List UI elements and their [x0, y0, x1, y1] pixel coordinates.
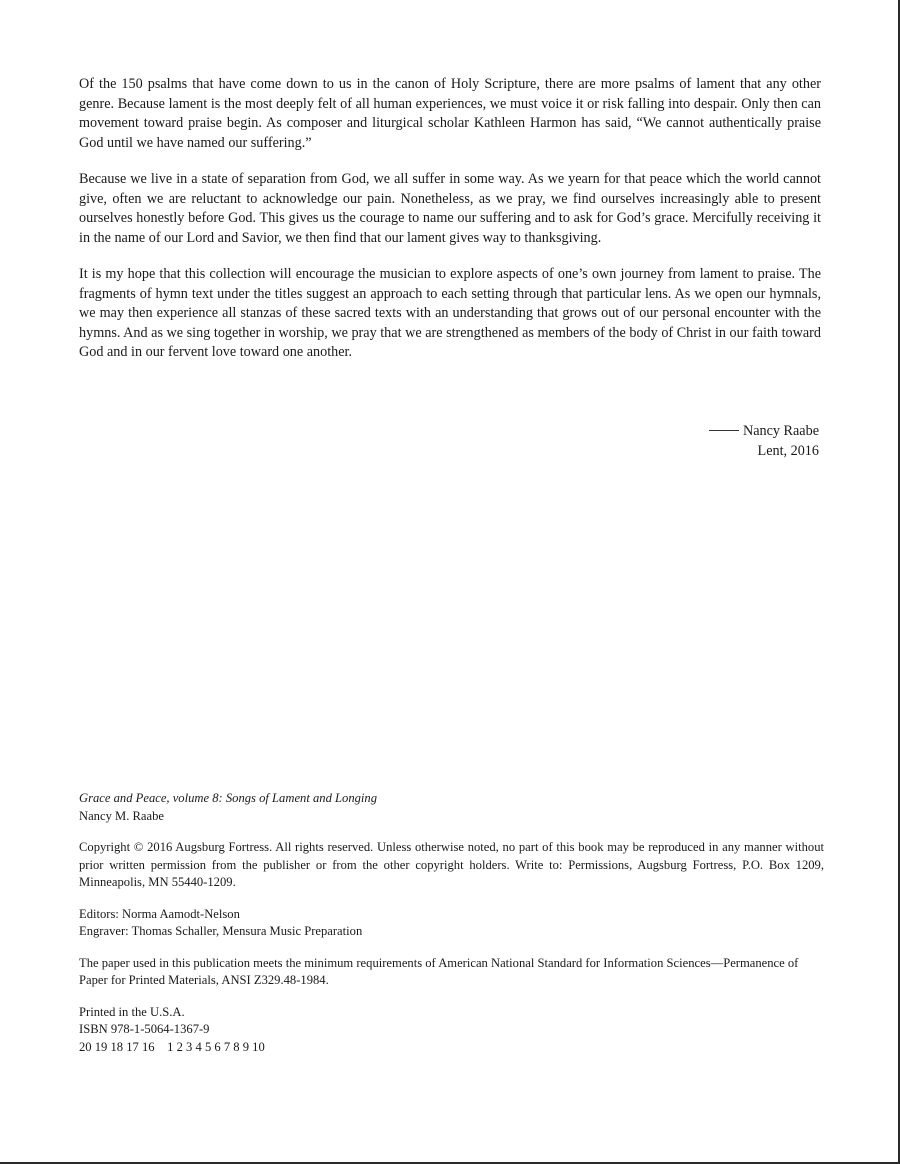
intro-paragraph-2: Because we live in a state of separation from God, we all suffer in some way. As we yearn for that peace which the world cannot give, often we are reluctant to acknowledge our pain. Nonetheless, as we pray, we find ourselves increasingly able to present ourselves honestly before God. This gives us the courage to name our suffering and to ask for God’s grace. Mercifully receiving it in the name of our Lord and Savior, we then find that our lament gives way to thanksgiving. [79, 171, 821, 246]
signature-date: Lent, 2016 [757, 442, 819, 459]
credits-block [79, 906, 824, 941]
book-title: Grace and Peace, volume 8: Songs of Lament and Longing [79, 791, 378, 805]
engraver-credit: Engraver: Thomas Schaller, Mensura Music Preparation [79, 924, 363, 938]
dash-mark [709, 430, 739, 431]
printing-line: 20 19 18 17 16 1 2 3 4 5 6 7 8 9 10 [79, 1039, 265, 1054]
editors-credit: Editors: Norma Aamodt-Nelson [79, 906, 240, 921]
printing-block [79, 1004, 824, 1057]
book-author: Nancy M. Raabe [79, 808, 164, 823]
signature-block [709, 422, 819, 461]
signature-name: Nancy Raabe [742, 423, 819, 439]
copyright-notice: Copyright © 2016 Augsburg Fortress. All rights reserved. Unless otherwise noted, no part of this book may be reproduced in any manner without prior written permission from the publisher or from the other copyright holders. Write to: Permissions, Augsburg Fortress, P.O. Box 1209, Minneapolis, MN 55440-1209. [79, 840, 824, 889]
isbn: ISBN 978-1-5064-1367-9 [79, 1022, 210, 1036]
introduction-text [79, 75, 821, 380]
paper-notice: The paper used in this publication meets the minimum requirements of American National Standard for Information Sciences—Permanence of Paper for Printed Materials, ANSI Z329.48-1984. [79, 955, 799, 987]
title-block [79, 790, 824, 825]
colophon [79, 790, 824, 1070]
printed-in: Printed in the U.S.A. [79, 1004, 185, 1019]
intro-paragraph-3: It is my hope that this collection will encourage the musician to explore aspects of one’s own journey from lament to praise. The fragments of hymn text under the titles suggest an approach to each setting through that particular lens. As we open our hymnals, we may then experience all stanzas of these sacred texts with an understanding that grows out of our personal encounter with the hymns. And as we sing together in worship, we pray that we are strengthened as members of the body of Christ in our faith toward God and in our fervent love toward one another. [79, 266, 821, 360]
intro-paragraph-1: Of the 150 psalms that have come down to us in the canon of Holy Scripture, there are more psalms of lament that any other genre. Because lament is the most deeply felt of all human experiences, we must voice it or risk falling into despair. Only then can movement toward praise begin. As composer and liturgical scholar Kathleen Harmon has said, “We cannot authentically praise God until we have named our suffering.” [79, 76, 821, 151]
